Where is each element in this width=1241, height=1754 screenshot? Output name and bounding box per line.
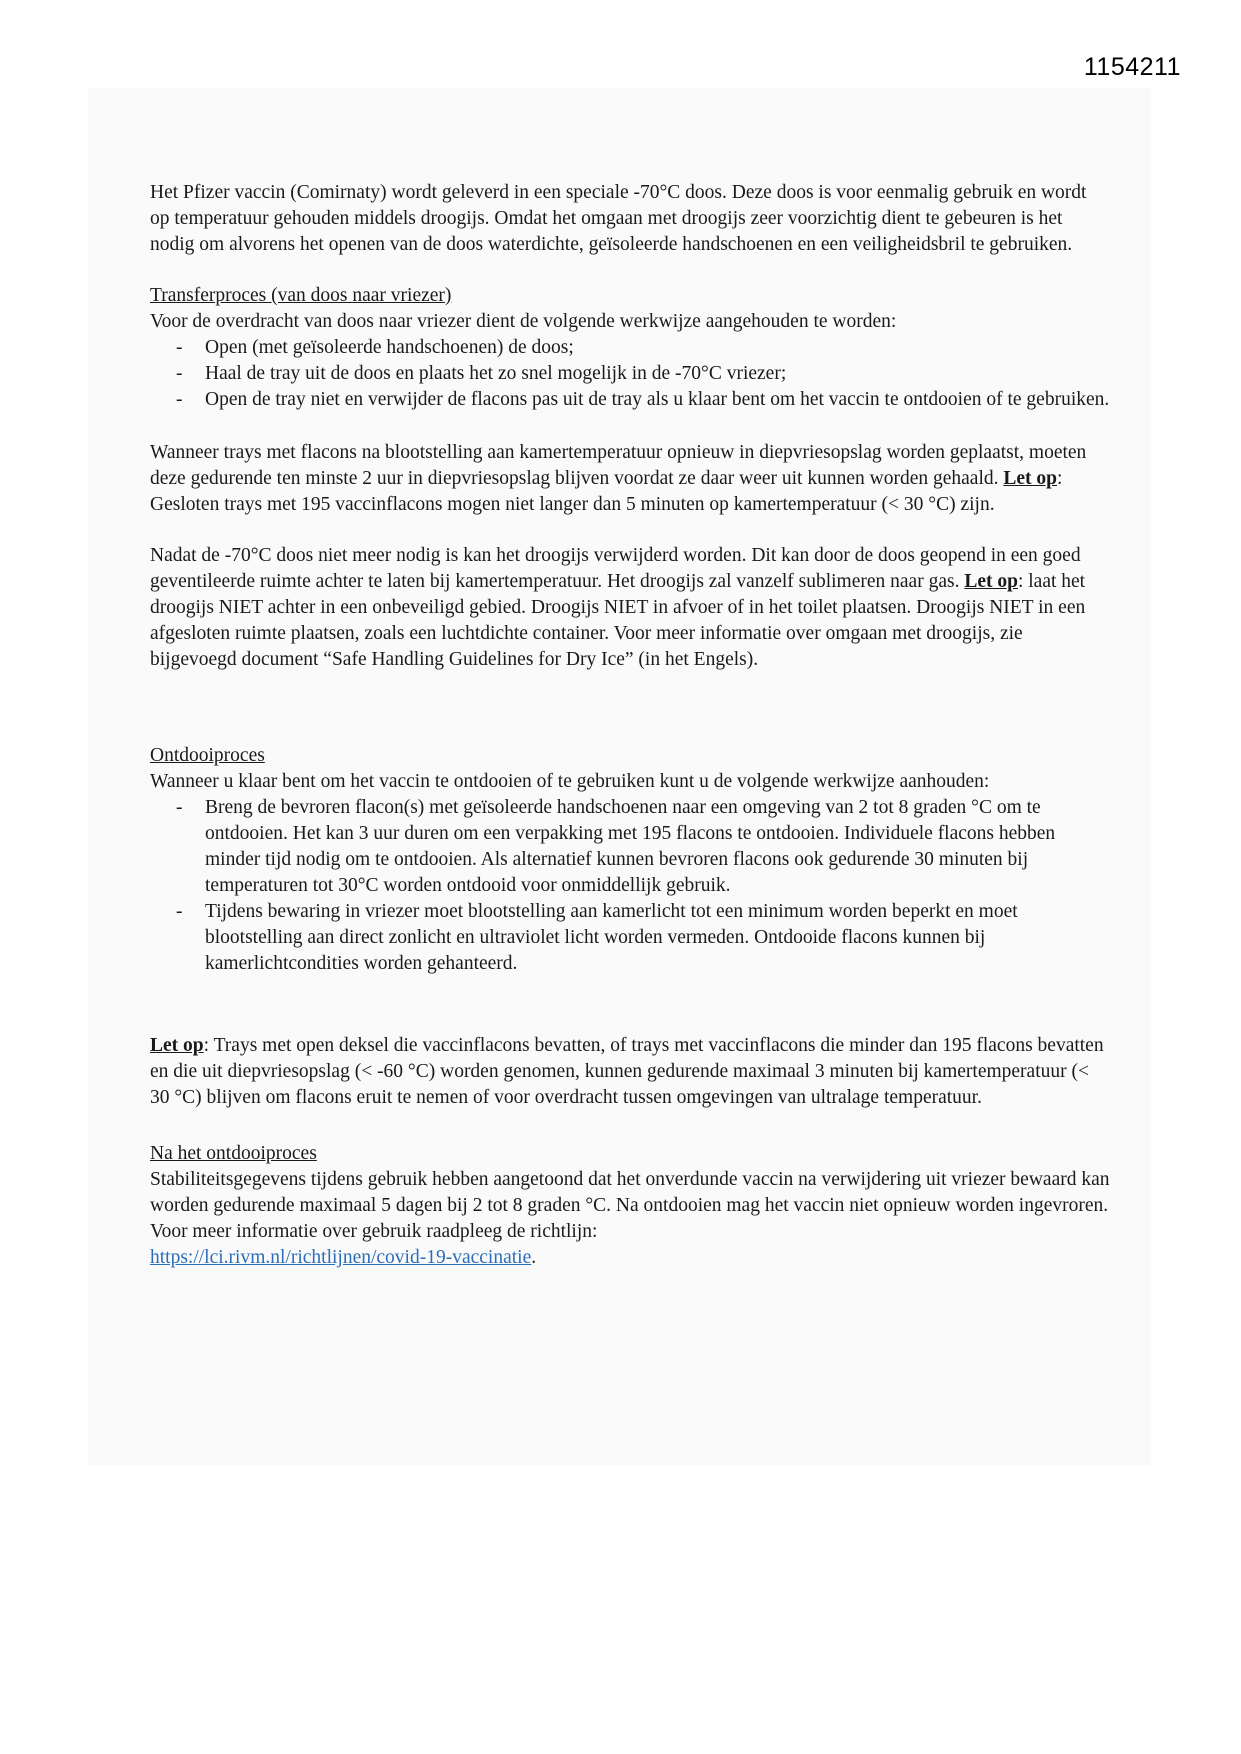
attention-paragraph bbox=[150, 1033, 1110, 1111]
rivm-guideline-link[interactable]: https://lci.rivm.nl/richtlijnen/covid-19-vaccinatie bbox=[150, 1247, 532, 1268]
scanned-document-page bbox=[88, 88, 1151, 1465]
paragraph-text: : Gesloten trays met 195 vaccinflacons mogen niet langer dan 5 minuten op kamertemperatuur (< 30 °C) zijn. bbox=[150, 468, 1063, 515]
paragraph-text: : Trays met open deksel die vaccinflacons bevatten, of trays met vaccinflacons die minder dan 195 flacons bevatten en die uit diepvriesopslag (< -60 °C) worden genomen, kunnen gedurende maximaal 3 minuten bij kamertemperatuur (< 30 °C) blijven om flacons eruit te nemen of voor overdracht tussen omgevingen van ultralage temperatuur. bbox=[150, 1035, 1104, 1108]
bullet-dash: - bbox=[176, 901, 183, 922]
after-thaw-paragraph: Stabiliteitsgegevens tijdens gebruik hebben aangetoond dat het onverdunde vaccin na verwijdering uit vriezer bewaard kan worden gedurende maximaal 5 dagen bij 2 tot 8 graden °C. Na ontdooien mag het vaccin niet opnieuw worden ingevroren. Voor meer informatie over gebruik raadpleeg de richtlijn: bbox=[150, 1169, 1110, 1242]
list-item bbox=[150, 387, 1110, 413]
link-line bbox=[150, 1245, 1110, 1271]
list-item bbox=[150, 361, 1110, 387]
list-item bbox=[150, 335, 1110, 361]
bullet-dash: - bbox=[176, 389, 183, 410]
transfer-bullet-list bbox=[150, 335, 1110, 413]
bullet-dash: - bbox=[176, 363, 183, 384]
list-item-text: Breng de bevroren flacon(s) met geïsoleerde handschoenen naar een omgeving van 2 tot 8 graden °C om te ontdooien. Het kan 3 uur duren om een verpakking met 195 flacons te ontdooien. Individuele flacons hebben minder tijd nodig om te ontdooien. Als alternatief kunnen bevroren flacons ook gedurende 30 minuten bij temperaturen tot 30°C worden ontdooid voor onmiddellijk gebruik. bbox=[205, 797, 1056, 896]
attention-label: Let op bbox=[964, 571, 1018, 592]
paragraph-text: : laat het droogijs NIET achter in een onbeveiligd gebied. Droogijs NIET in afvoer of in het toilet plaatsen. Droogijs NIET in een afgesloten ruimte plaatsen, zoals een luchtdichte container. Voor meer informatie over omgaan met droogijs, zie bijgevoegd document “Safe Handling Guidelines for Dry Ice” (in het Engels). bbox=[150, 571, 1086, 670]
attention-label: Let op bbox=[1003, 468, 1057, 489]
list-item-text: Open (met geïsoleerde handschoenen) de doos; bbox=[205, 337, 574, 358]
document-content bbox=[150, 180, 1110, 1271]
dry-ice-paragraph bbox=[150, 543, 1110, 673]
thaw-section-heading: Ontdooiproces bbox=[150, 745, 265, 766]
list-item-text: Tijdens bewaring in vriezer moet blootstelling aan kamerlicht tot een minimum worden beperkt en moet blootstelling aan direct zonlicht en ultraviolet licht worden vermeden. Ontdooide flacons kunnen bij kamerlichtcondities worden gehanteerd. bbox=[205, 901, 1018, 974]
paragraph-text: Wanneer trays met flacons na blootstelling aan kamertemperatuur opnieuw in diepvriesopslag worden geplaatst, moeten deze gedurende ten minste 2 uur in diepvriesopslag blijven voordat ze daar weer uit kunnen worden gehaald. bbox=[150, 442, 1087, 489]
thaw-bullet-list bbox=[150, 795, 1110, 977]
list-item bbox=[150, 899, 1110, 977]
bullet-dash: - bbox=[176, 797, 183, 818]
page-number: 1154211 bbox=[1083, 53, 1181, 81]
after-thaw-section-heading: Na het ontdooiproces bbox=[150, 1143, 317, 1164]
list-item-text: Haal de tray uit de doos en plaats het zo snel mogelijk in de -70°C vriezer; bbox=[205, 363, 787, 384]
bullet-dash: - bbox=[176, 337, 183, 358]
attention-label: Let op bbox=[150, 1035, 204, 1056]
thaw-lead: Wanneer u klaar bent om het vaccin te ontdooien of te gebruiken kunt u de volgende werkwijze aanhouden: bbox=[150, 771, 990, 792]
link-suffix-period: . bbox=[531, 1247, 537, 1268]
transfer-section-heading: Transferproces (van doos naar vriezer) bbox=[150, 285, 452, 306]
list-item bbox=[150, 795, 1110, 899]
paragraph-text: Nadat de -70°C doos niet meer nodig is kan het droogijs verwijderd worden. Dit kan door de doos geopend in een goed geventileerde ruimte achter te laten bij kamertemperatuur. Het droogijs zal vanzelf sublimeren naar gas. bbox=[150, 545, 1081, 592]
transfer-lead: Voor de overdracht van doos naar vriezer dient de volgende werkwijze aangehouden te worden: bbox=[150, 311, 897, 332]
intro-paragraph: Het Pfizer vaccin (Comirnaty) wordt geleverd in een speciale -70°C doos. Deze doos is voor eenmalig gebruik en wordt op temperatuur gehouden middels droogijs. Omdat het omgaan met droogijs zeer voorzichtig dient te gebeuren is het nodig om alvorens het openen van de doos waterdichte, geïsoleerde handschoenen en een veiligheidsbril te gebruiken. bbox=[150, 182, 1087, 255]
freeze-note-paragraph bbox=[150, 440, 1110, 518]
list-item-text: Open de tray niet en verwijder de flacons pas uit de tray als u klaar bent om het vaccin te ontdooien of te gebruiken. bbox=[205, 389, 1110, 410]
